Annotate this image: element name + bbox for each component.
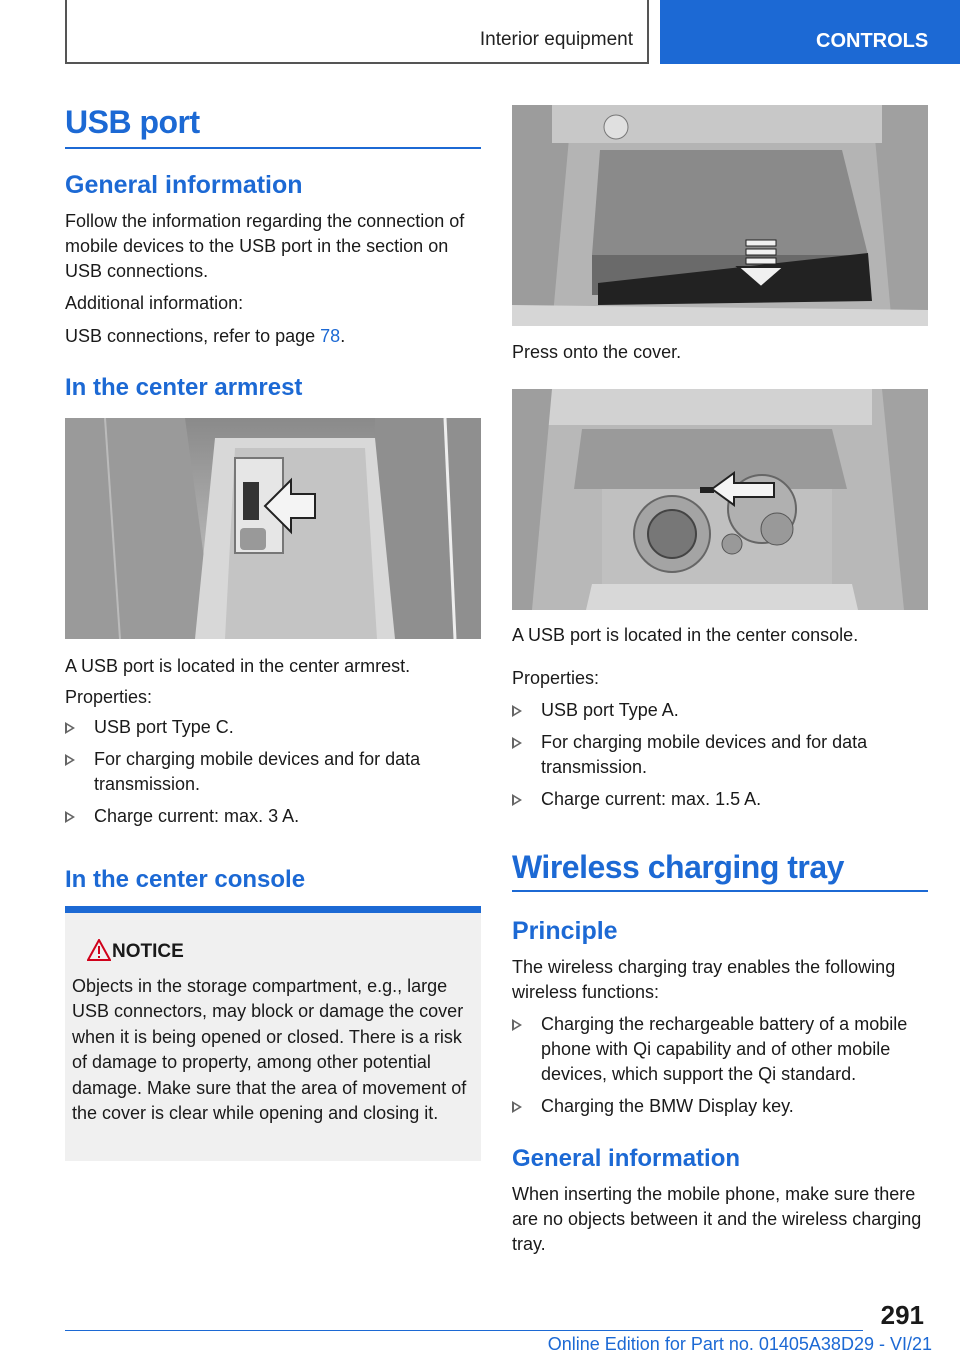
section-title-wireless-charging: Wireless charging tray xyxy=(512,849,844,885)
list-item: For charging mobile devices and for data transmission. xyxy=(65,747,481,797)
console-caption: A USB port is located in the center console. xyxy=(512,625,859,645)
bullet-triangle-icon xyxy=(65,811,75,823)
console-cover-photo xyxy=(512,105,928,326)
section-title-usb-port: USB port xyxy=(65,104,200,140)
principle-text: The wireless charging tray enables the following wireless functions: xyxy=(512,957,896,1002)
title-rule xyxy=(512,890,928,892)
wireless-general-text: When inserting the mobile phone, make sure there are no objects between it and the wireless charging tray. xyxy=(512,1184,922,1254)
cross-reference xyxy=(65,324,345,349)
armrest-usb-photo xyxy=(65,418,481,639)
bullet-triangle-icon xyxy=(65,722,75,734)
list-item: For charging mobile devices and for data transmission. xyxy=(512,730,928,780)
heading-center-armrest: In the center armrest xyxy=(65,374,303,401)
general-information-text: Follow the information regarding the connection of mobile devices to the USB port in the section on USB connections. xyxy=(65,211,465,281)
notice-text: Objects in the storage compartment, e.g., large USB connectors, may block or damage the cover when it is being opened or closed. There is a risk of damage to property, among other potential damage. Make sure that the area of movement of the cover is clear while opening and closing it. xyxy=(72,976,467,1124)
console-properties-label: Properties: xyxy=(512,668,600,688)
list-item: Charging the rechargeable battery of a mobile phone with Qi capability and of other mobile devices, which support the Qi standard. xyxy=(512,1012,928,1087)
armrest-properties-label: Properties: xyxy=(65,687,153,707)
page-number: 291 xyxy=(880,1300,924,1330)
warning-triangle-icon xyxy=(87,939,111,961)
cross-reference-end: . xyxy=(340,326,346,346)
armrest-caption: A USB port is located in the center armrest. xyxy=(65,656,411,676)
running-header xyxy=(65,0,649,64)
list-item: Charging the BMW Display key. xyxy=(512,1094,928,1119)
bullet-triangle-icon xyxy=(65,754,75,766)
additional-information-label: Additional information: xyxy=(65,293,244,313)
list-item: USB port Type A. xyxy=(512,698,928,723)
heading-general-information: General information xyxy=(65,171,303,199)
footer-rule xyxy=(65,1330,863,1331)
notice-box xyxy=(65,906,481,1161)
bullet-triangle-icon xyxy=(512,1101,522,1113)
bullet-triangle-icon xyxy=(512,737,522,749)
console-properties-list xyxy=(512,698,928,819)
title-rule xyxy=(65,147,481,149)
list-item: USB port Type C. xyxy=(65,715,481,740)
bullet-triangle-icon xyxy=(512,794,522,806)
principle-list xyxy=(512,1012,928,1126)
page-link-78[interactable]: 78 xyxy=(320,326,341,346)
header-section-title: Interior equipment xyxy=(479,29,633,50)
bullet-triangle-icon xyxy=(512,1019,522,1031)
heading-principle: Principle xyxy=(512,917,618,945)
list-item: Charge current: max. 3 A. xyxy=(65,804,481,829)
list-item: Charge current: max. 1.5 A. xyxy=(512,787,928,812)
chapter-tab[interactable]: CONTROLS xyxy=(660,0,960,64)
cross-reference-text: USB connections, refer to page xyxy=(65,326,321,346)
bullet-triangle-icon xyxy=(512,705,522,717)
armrest-properties-list xyxy=(65,715,481,836)
heading-center-console: In the center console xyxy=(65,866,306,893)
cover-caption: Press onto the cover. xyxy=(512,342,682,362)
console-usb-photo xyxy=(512,389,928,610)
notice-title: NOTICE xyxy=(112,941,184,962)
edition-info: Online Edition for Part no. 01405A38D29 - VI/21 xyxy=(547,1334,932,1354)
heading-general-information-wireless: General information xyxy=(512,1145,741,1172)
